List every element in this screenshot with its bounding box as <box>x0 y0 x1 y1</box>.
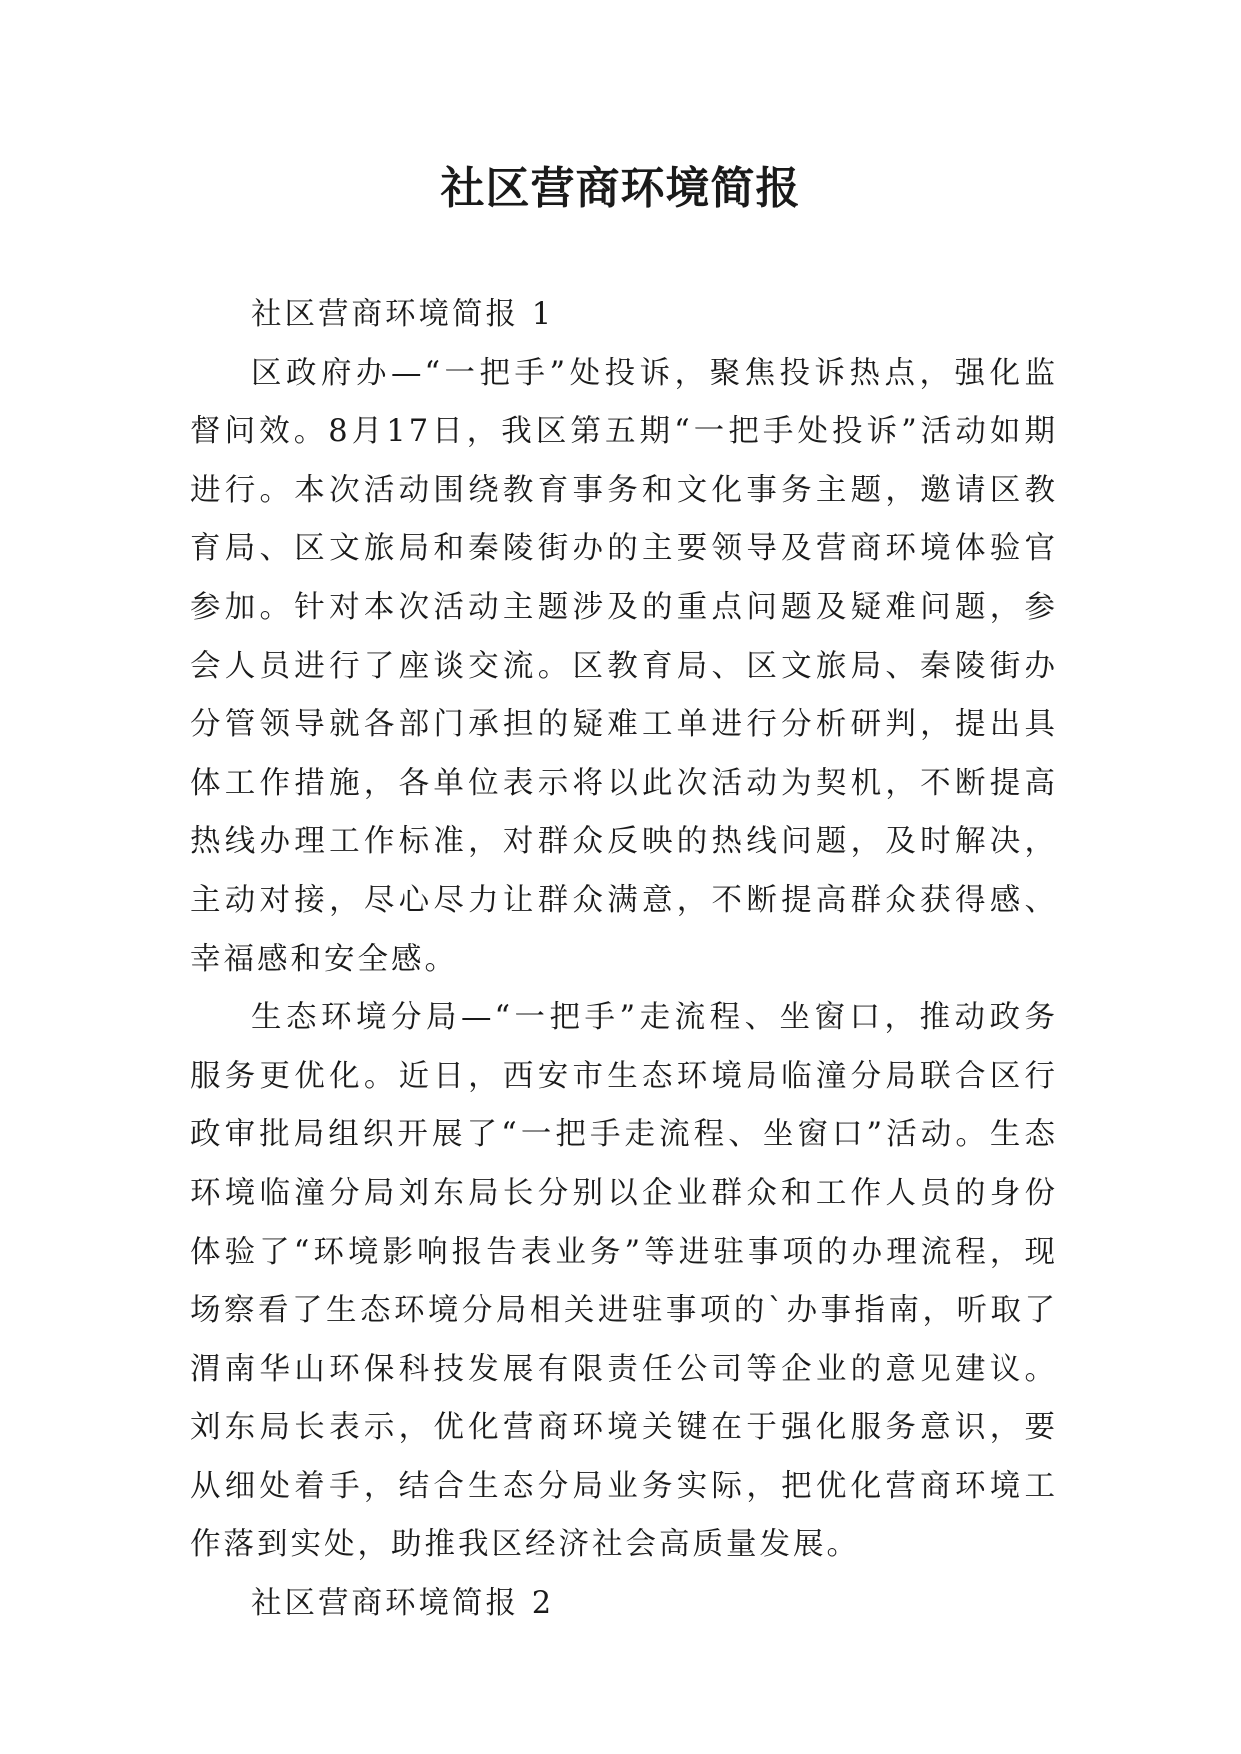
paragraph-ecology-bureau: 生态环境分局—“一把手”走流程、坐窗口，推动政务服务更优化。近日，西安市生态环境局临潼分局联合区行政审批局组织开展了“一把手走流程、坐窗口”活动。生态环境临潼分局刘东局长分别以企业群众和工作人员的身份体验了“环境影响报告表业务”等进驻事项的办理流程，现场察看了生态环境分局相关进驻事项的`办事指南，听取了渭南华山环保科技发展有限责任公司等企业的意见建议。刘东局长表示，优化营商环境关键在于强化服务意识，要从细处着手，结合生态分局业务实际，把优化营商环境工作落到实处，助推我区经济社会高质量发展。 <box>190 1000 1058 1563</box>
section-heading-2: 社区营商环境简报 2 <box>251 1586 555 1622</box>
document-title: 社区营商环境简报 <box>440 163 801 214</box>
paragraph-district-office: 区政府办—“一把手”处投诉，聚焦投诉热点，强化监督问效。8月17日，我区第五期“一把手处投诉”活动如期进行。本次活动围绕教育事务和文化事务主题，邀请区教育局、区文旅局和秦陵街办的主要领导及营商环境体验官参加。针对本次活动主题涉及的重点问题及疑难问题，参会人员进行了座谈交流。区教育局、区文旅局、秦陵街办分管领导就各部门承担的疑难工单进行分析研判，提出具体工作措施，各单位表示将以此次活动为契机，不断提高热线办理工作标准，对群众反映的热线问题，及时解决，主动对接，尽心尽力让群众满意，不断提高群众获得感、幸福感和安全感。 <box>190 355 1058 977</box>
section-heading-1: 社区营商环境简报 1 <box>251 297 555 332</box>
document-body <box>190 286 1058 1634</box>
